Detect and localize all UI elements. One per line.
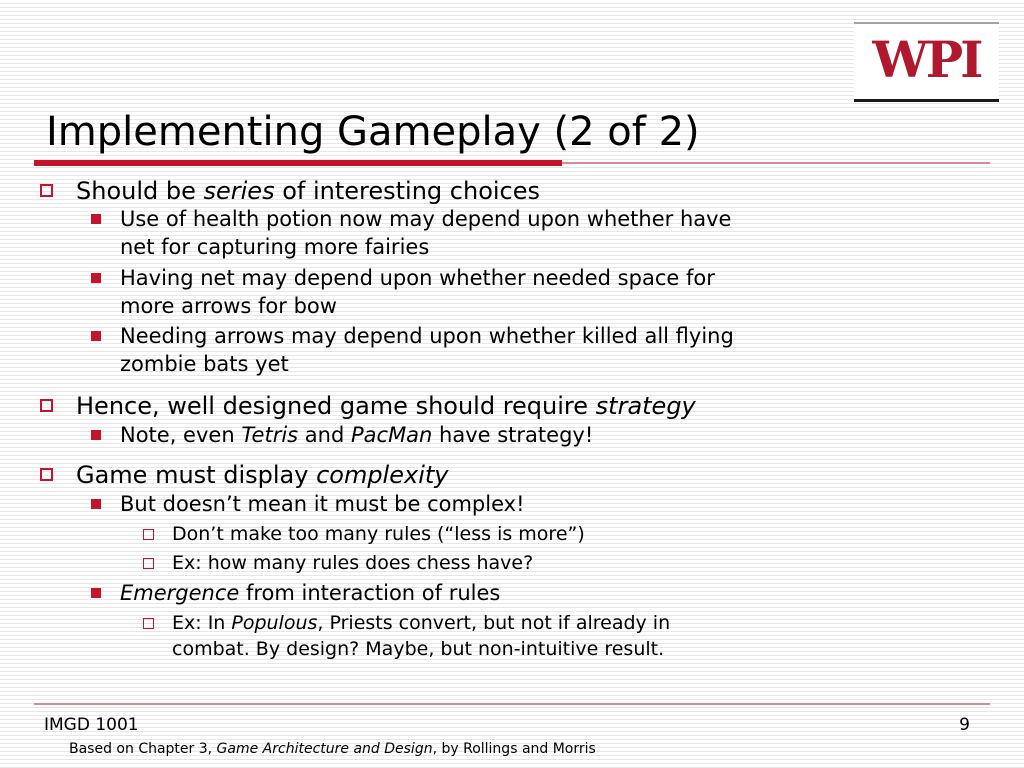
slide-title: Implementing Gameplay (2 of 2) [46,109,700,155]
footer-rule [34,703,990,705]
bullet-text: Game must display [76,461,317,489]
wpi-logo [854,22,999,102]
sub-sub-bullet-chess-rules: Ex: how many rules does chess have? [172,552,534,574]
sub-bullet-health-potion-cont: net for capturing more fairies [120,235,430,259]
bullet-emphasis: series [203,177,275,205]
hollow-square-bullet-icon [40,184,53,197]
sub-sub-bullet-populous-cont: combat. By design? Maybe, but non-intuitive result. [172,638,665,660]
filled-square-bullet-icon [91,499,101,509]
sub-bullet-having-net: Having net may depend upon whether needed space for [120,266,715,290]
sub-bullet-having-net-cont: more arrows for bow [120,294,337,318]
sub-bullet-needing-arrows: Needing arrows may depend upon whether killed all flying [120,324,734,348]
filled-square-bullet-icon [91,214,101,224]
bullet-emphasis: complexity [316,461,449,489]
bullet-text: Note, even [120,423,242,447]
bullet-text: , Priests convert, but not if already in [317,612,671,634]
bullet-complexity [76,460,448,490]
source-text: , by Rollings and Morris [432,741,596,757]
hollow-square-bullet-icon [143,529,154,540]
hollow-square-bullet-icon [40,399,53,412]
bullet-text: Hence, well designed game should require [76,392,596,420]
filled-square-bullet-icon [91,588,101,598]
sub-bullet-tetris-pacman [120,421,593,449]
title-underline-thick [34,160,562,166]
sub-sub-bullet-less-is-more: Don’t make too many rules (“less is more”) [172,523,585,545]
course-code: IMGD 1001 [44,715,139,735]
sub-bullet-needing-arrows-cont: zombie bats yet [120,352,289,376]
sub-sub-bullet-populous [172,610,670,636]
bullet-text: Should be [76,177,204,205]
filled-square-bullet-icon [91,430,101,440]
bullet-emphasis: Populous [231,612,318,634]
filled-square-bullet-icon [91,273,101,283]
sub-bullet-health-potion: Use of health potion now may depend upon whether have [120,207,732,231]
page-number: 9 [959,715,970,735]
filled-square-bullet-icon [91,331,101,341]
bullet-text: of interesting choices [274,177,541,205]
source-note [69,740,596,758]
bullet-series-choices [76,176,540,206]
source-text: Based on Chapter 3, [69,741,217,757]
source-book-title: Game Architecture and Design [216,741,433,757]
bullet-text: from interaction of rules [239,581,501,605]
bullet-text: Ex: In [172,612,232,634]
hollow-square-bullet-icon [40,468,53,481]
bullet-text: have strategy! [432,423,594,447]
bullet-emphasis: strategy [595,392,696,420]
bullet-emphasis: PacMan [350,423,433,447]
bullet-strategy [76,391,696,421]
bullet-emphasis: Tetris [241,423,299,447]
sub-bullet-not-complex: But doesn’t mean it must be complex! [120,492,525,516]
hollow-square-bullet-icon [143,558,154,569]
bullet-text: and [298,423,351,447]
logo-text: WPI [872,30,981,89]
bullet-emphasis: Emergence [120,581,240,605]
hollow-square-bullet-icon [143,618,154,629]
title-underline-thin [562,162,990,164]
sub-bullet-emergence [120,579,500,607]
